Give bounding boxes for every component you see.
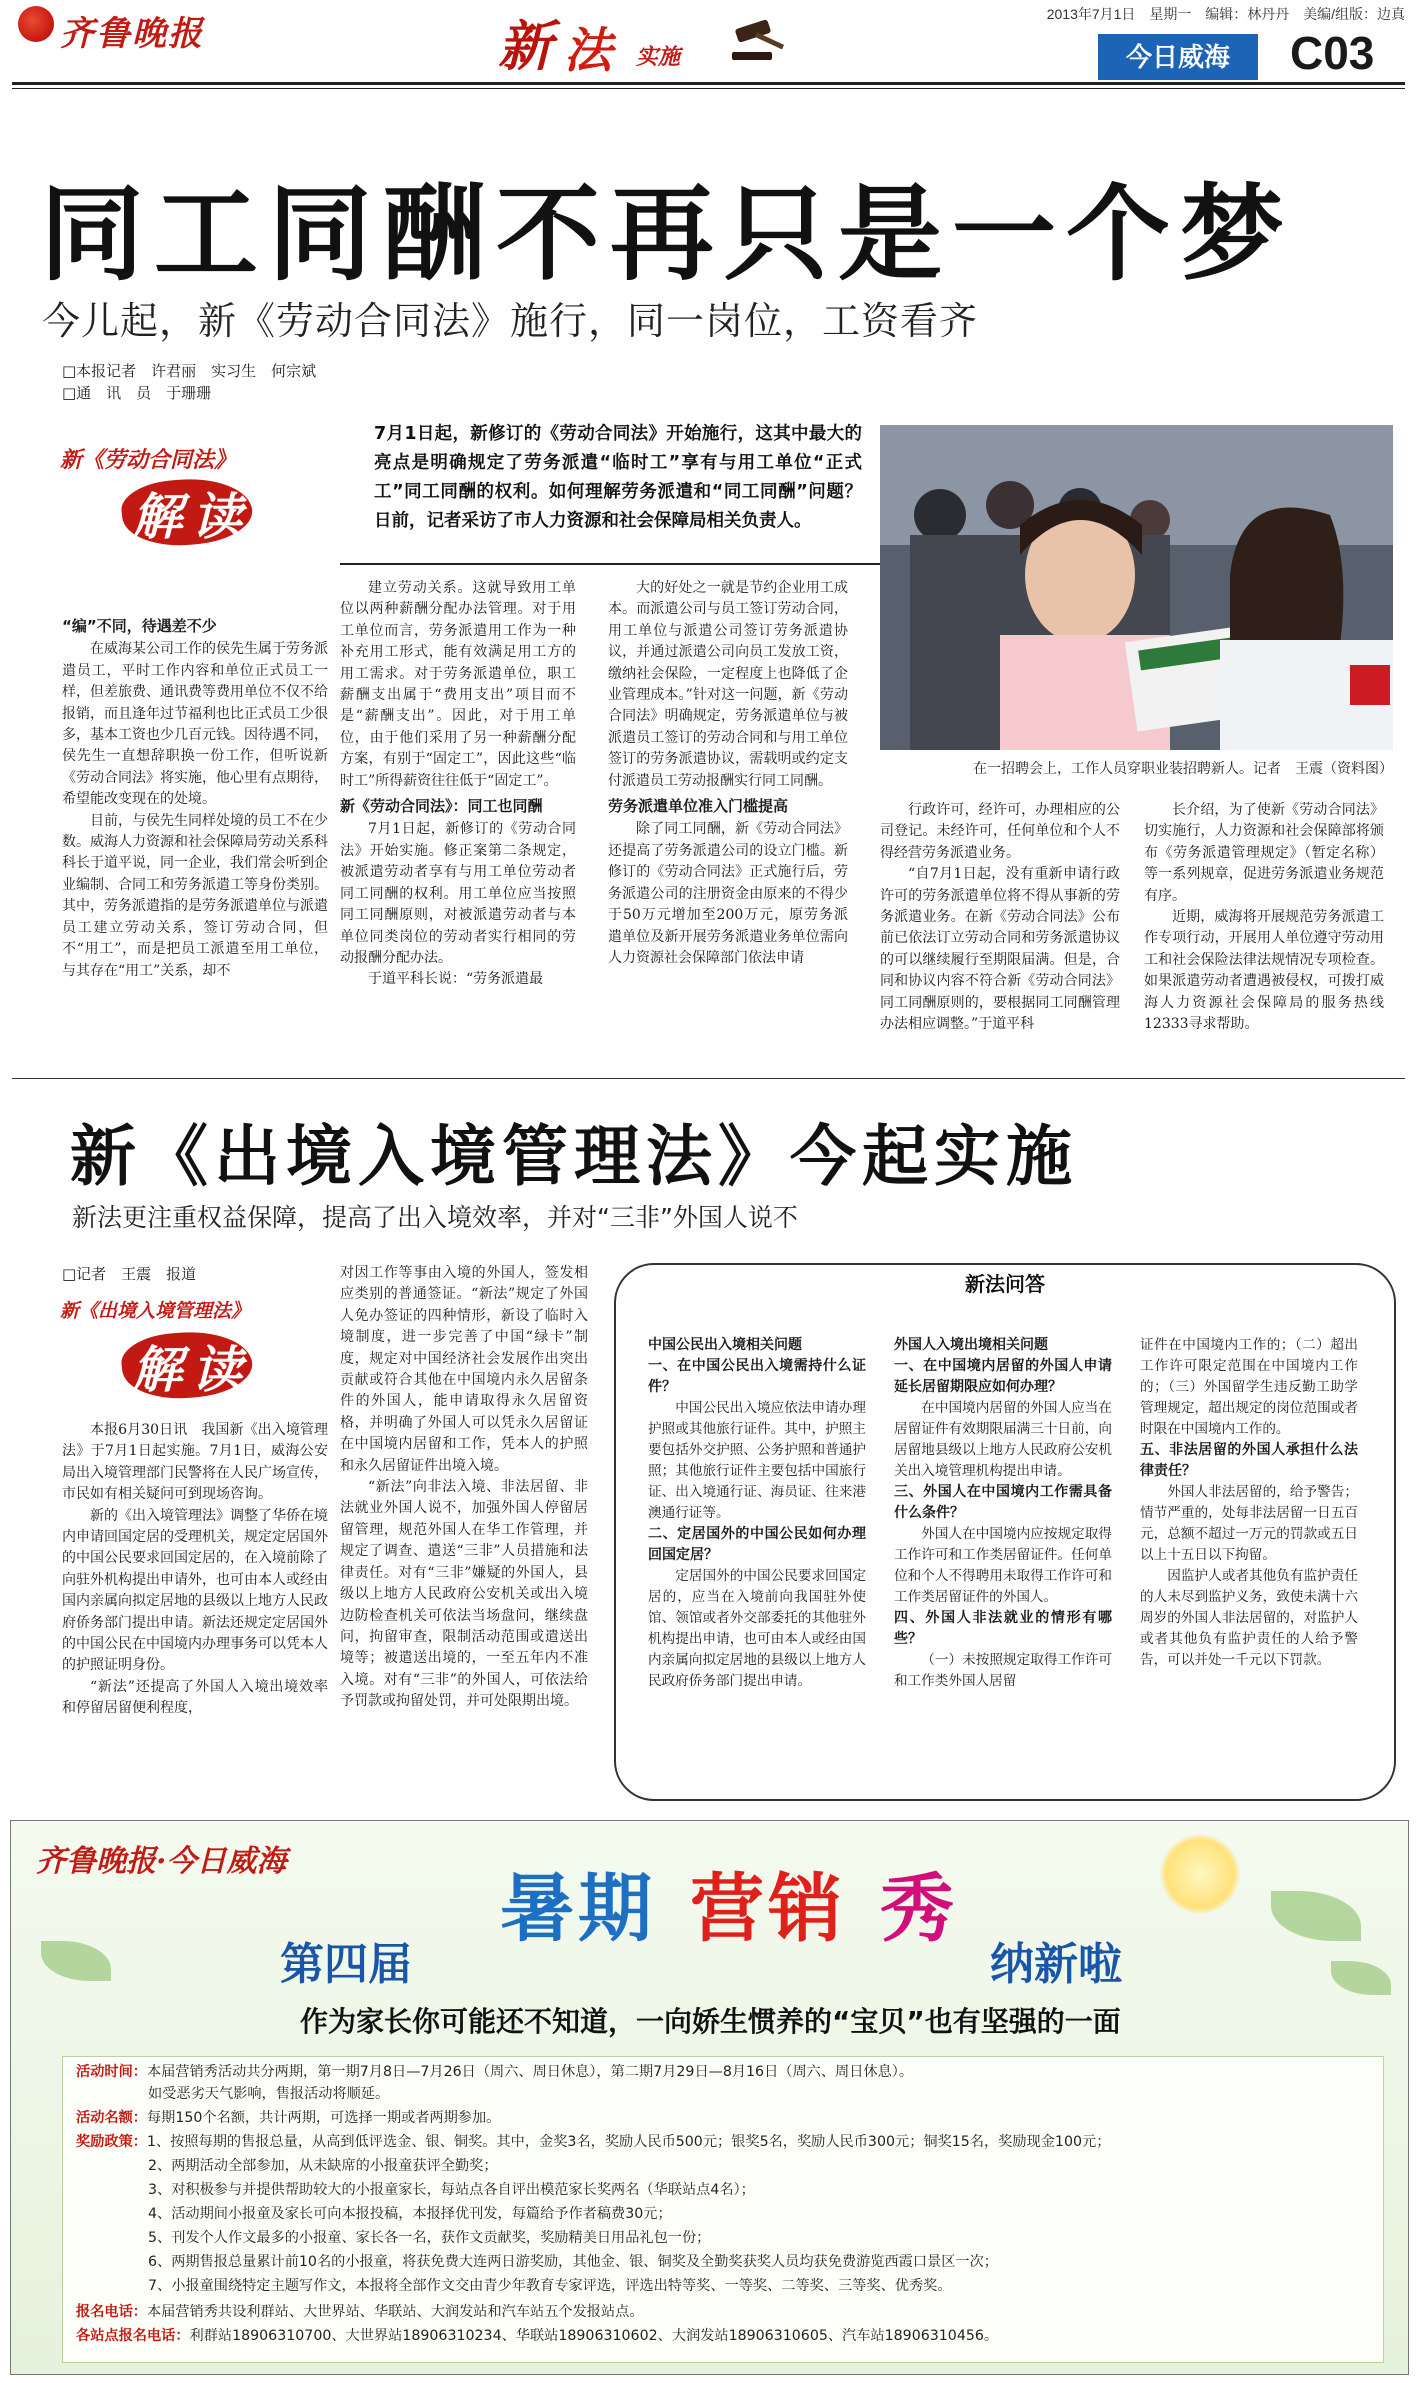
tag-big: 解读 [132, 1340, 252, 1399]
ad-row-key: 各站点报名电话： [76, 2328, 190, 2344]
ad-row-key: 奖励政策： [76, 2134, 147, 2150]
ad-row-value: 2、两期活动全部参加，从未缺席的小报童获评全勤奖； [148, 2158, 498, 2174]
ad-row [148, 2276, 952, 2296]
paragraph: “自7月1日起，没有重新申请行政许可的劳务派遣单位将不得从事新的劳务派遣业务。在新《劳动合同法》公布前已依法订立劳动合同和劳务派遣协议的可以继续履行至期限届满。但是，合同和协议内容不符合新《劳动合同法》同工同酬原则的，要根据同工同酬管理办法相应调整。”于道平科 [880, 866, 1120, 1033]
newspaper-logo-icon [18, 6, 54, 42]
ad-row [76, 2326, 998, 2346]
ad-row-value: 本届营销秀活动共分两期，第一期7月8日—7月26日（周六、周日休息），第二期7月29日—8月16日（周六、周日休息）。 [146, 2064, 914, 2080]
subheading: “编”不同，待遇差不少 [62, 617, 217, 635]
subheading: 新《劳动合同法》：同工也同酬 [340, 797, 543, 816]
paragraph: 于道平科长说：“劳务派遣最 [368, 971, 544, 988]
qa-answer: 因监护人或者其他负有监护责任的人未尽到监护义务，致使未满十六周岁的外国人非法居留的，对监护人或者其他负有监护责任的人给予警告，可以并处一千元以下罚款。 [1140, 1568, 1358, 1668]
photo-image [880, 425, 1393, 750]
ad-slogan: 作为家长你可能还不知道，一向娇生惯养的“宝贝”也有坚强的一面 [300, 2005, 1121, 2038]
divider [340, 563, 880, 565]
ad-row-value: 5、刊发个人作文最多的小报童、家长各一名，获作文贡献奖，奖励精美日用品礼包一份； [148, 2230, 711, 2246]
article-1-column-4 [880, 800, 1120, 1072]
ad-title-prefix: 第四届 [280, 1939, 412, 1990]
leaf-decoration [1271, 1891, 1361, 1941]
issue-editor: 编辑：林丹丹 [1205, 6, 1290, 22]
subheading: 劳务派遣单位准入门槛提高 [608, 797, 789, 816]
column-brand-char-2: 法 [564, 23, 613, 79]
ad-row-value: 如受恶劣天气影响，售报活动将顺延。 [148, 2086, 390, 2102]
ad-title-part-3: 秀 [880, 1866, 954, 1952]
ad-row-key: 报名电话： [76, 2304, 147, 2320]
paragraph: 行政许可，经许可，办理相应的公司登记。未经许可，任何单位和个人不得经营劳务派遣业务。 [880, 802, 1120, 861]
ad-row [148, 2204, 672, 2224]
article-2-column-2 [340, 1263, 588, 1800]
qa-column-1 [648, 1335, 866, 1785]
paragraph: 对因工作等事由入境的外国人，签发相应类别的普通签证。“新法”规定了外国人免办签证的四种情形，新设了临时入境制度，进一步完善了中国“绿卡”制度，规定对中国经济社会发展作出突出贡献或符合其他在中国境内永久居留条件的外国人，能申请取得永久居留资格，并明确了外国人可以凭永久居留证在中国境内居留和工作，凭本人的护照和永久居留证件出境入境。 [340, 1265, 588, 1474]
issue-meta [1037, 4, 1405, 24]
column-brand [498, 0, 758, 79]
ad-row-value: 3、对积极参与并提供帮助较大的小报童家长，每站点各自评出模范家长奖两名（华联站点4名）； [148, 2182, 755, 2198]
article-2-interpret-tag [60, 1296, 300, 1406]
qa-group-heading: 外国人入境出境相关问题 [894, 1337, 1048, 1353]
qa-column-2 [894, 1335, 1112, 1785]
divider [12, 82, 1405, 85]
sun-icon [1160, 1834, 1240, 1914]
ad-row [148, 2156, 498, 2176]
ad-row-value: 本届营销秀共设利群站、大世界站、华联站、大润发站和汽车站五个发报站点。 [146, 2304, 644, 2320]
paragraph: 长介绍，为了使新《劳动合同法》切实施行，人力资源和社会保障部将颁布《劳务派遣管理规定》（暂定名称）等一系列规章，促进劳务派遣业务规范有序。 [1144, 802, 1384, 904]
ad-row [76, 2302, 644, 2322]
article-2-column-1 [62, 1420, 328, 1800]
article-1-column-3 [608, 578, 848, 1072]
ad-row-value: 1、按照每期的售报总量，从高到低评选金、银、铜奖。其中，金奖3名，奖励人民币500元；银奖5名，奖励人民币300元；铜奖15名，奖励现金100元； [146, 2134, 1111, 2150]
ad-row-key: 活动名额： [76, 2110, 147, 2126]
article-1-column-5 [1144, 800, 1384, 1072]
article-1-interpret-tag [60, 443, 300, 553]
paragraph: 近期，威海将开展规范劳务派遣工作专项行动，开展用人单位遵守劳动用工和社会保险法律法规情况专项检查。如果派遣劳动者遭遇被侵权，可拨打威海人力资源社会保障局的服务热线12333寻求帮助。 [1144, 909, 1384, 1033]
article-1-column-1 [62, 612, 328, 1070]
ad-title-suffix: 纳新啦 [990, 1939, 1122, 1990]
paragraph: 本报6月30日讯 我国新《出入境管理法》于7月1日起实施。7月1日，威海公安局出入境管理部门民警将在人民广场宣传，市民如有相关疑问可到现场咨询。 [62, 1422, 328, 1503]
issue-date: 2013年7月1日 [1046, 6, 1136, 22]
ad-row-value: 利群站18906310700、大世界站18906310234、华联站18906310602、大润发站18906310605、汽车站18906310456。 [189, 2328, 999, 2344]
qa-question: 一、在中国境内居留的外国人申请延长居留期限应如何办理？ [894, 1358, 1112, 1395]
qa-title: 新法问答 [910, 1268, 1100, 1297]
section-tag: 今日威海 [1098, 34, 1258, 80]
qa-answer: 外国人在中国境内应按规定取得工作许可和工作类居留证件。任何单位和个人不得聘用未取得工作许可和工作类居留证件的外国人。 [894, 1526, 1112, 1605]
column-brand-char-3: 实施 [636, 44, 681, 70]
paragraph: 在威海某公司工作的侯先生属于劳务派遣员工，平时工作内容和单位正式员工一样，但差旅费、通讯费等费用单位不仅不给报销，而且逢年过节福利也比正式员工少很多，基本工资也少几百元钱。因待遇不同，侯先生一直想辞职换一份工作，但听说新《劳动合同法》将实施，他心里有点期待，希望能改变现在的处境。 [62, 641, 328, 808]
ad-row [76, 2132, 1110, 2152]
ad-row [76, 2108, 500, 2128]
ad-logo: 齐鲁晚报·今日威海 [36, 1844, 287, 1879]
leaf-decoration [41, 1941, 111, 1981]
ad-row-value: 6、两期售报总量累计前10名的小报童，将获免费大连两日游奖励，其他金、银、铜奖及全勤奖获奖人员均获免费游览西霞口景区一次； [148, 2254, 998, 2270]
divider [12, 1078, 1405, 1079]
qa-group-heading: 中国公民出入境相关问题 [648, 1337, 802, 1353]
article-1-headline: 同工同酬不再只是一个梦 [40, 173, 1295, 295]
qa-question: 五、非法居留的外国人承担什么法律责任？ [1140, 1442, 1358, 1479]
leaf-decoration [1331, 1961, 1391, 1995]
ad-row [148, 2252, 998, 2272]
qa-question: 三、外国人在中国境内工作需具备什么条件？ [894, 1484, 1112, 1521]
ad-row-value: 每期150个名额，共计两期，可选择一期或者两期参加。 [146, 2110, 501, 2126]
qa-column-3 [1140, 1335, 1358, 1785]
qa-answer: 在中国境内居留的外国人应当在居留证件有效期限届满三十日前，向居留地县级以上地方人民政府公安机关出入境管理机构提出申请。 [894, 1400, 1112, 1479]
paragraph: “新法”还提高了外国人入境出境效率和停留居留便利程度， [62, 1678, 328, 1717]
ad-title-part-1: 暑期 [500, 1866, 656, 1952]
issue-weekday: 星期一 [1149, 6, 1192, 22]
paragraph: 除了同工同酬，新《劳动合同法》还提高了劳务派遣公司的设立门槛。新修订的《劳动合同法》正式施行后，劳务派遣公司的注册资金由原来的不得少于50万元增加至200万元，原劳务派遣单位及新开展劳务派遣业务单位需向人力资源社会保障部门依法申请 [608, 821, 848, 966]
paragraph: 大的好处之一就是节约企业用工成本。而派遣公司与员工签订劳动合同，用工单位与派遣公司签订劳务派遣协议，并通过派遣公司向员工发放工资，缴纳社会保险，一定程度上也降低了企业管理成本。”针对这一问题，新《劳动合同法》明确规定，劳务派遣单位与被派遣员工签订的劳动合同和与用工单位签订的劳务派遣协议，需载明或约定支付派遣员工劳动报酬实行同工同酬。 [608, 580, 848, 789]
qa-answer: （一）未按照规定取得工作许可和工作类外国人居留 [894, 1652, 1112, 1689]
article-1-byline: □本报记者 许君丽 实习生 何宗斌 □通 讯 员 于珊珊 [62, 362, 317, 402]
photo-caption: 在一招聘会上，工作人员穿职业装招聘新人。记者 王震（资料图） [973, 761, 1393, 777]
ad-row [76, 2062, 913, 2082]
paragraph: “新法”向非法入境、非法居留、非法就业外国人说不，加强外国人停留居留管理，规范外国人在华工作管理，并规定了调查、遣送“三非”人员措施和法律责任。对有“三非”嫌疑的外国人，县级以上地方人民政府公安机关或出入境边防检查机关可依法当场盘问，继续盘问，拘留审查，限制活动范围或遣送出境等；被遣送出境的，一至五年内不准入境。对有“三非”的外国人，可依法给予罚款或拘留处罚，并可处限期出境。 [340, 1479, 588, 1710]
qa-answer: 中国公民出入境应依法申请办理护照或其他旅行证件。其中，护照主要包括外交护照、公务护照和普通护照；其他旅行证件主要包括中国旅行证、出入境通行证、海员证、往来港澳通行证等。 [648, 1400, 866, 1521]
qa-question: 二、定居国外的中国公民如何办理回国定居？ [648, 1526, 866, 1563]
paragraph: 目前，与侯先生同样处境的员工不在少数。威海人力资源和社会保障局劳动关系科科长于道平说，同一企业，我们常会听到企业编制、合同工和劳务派遣工等身份类别。其中，劳务派遣指的是劳务派遣单位与派遣员工建立劳动关系，签订劳动合同，但不“用工”，而是把员工派遣至用工单位，与其存在“用工”关系，却不 [62, 812, 328, 979]
qa-answer: 证件在中国境内工作的；（二）超出工作许可限定范围在中国境内工作的；（三）外国留学生违反勤工助学管理规定，超出规定的岗位范围或者时限在中国境内工作的。 [1140, 1337, 1358, 1437]
qa-question: 一、在中国公民出入境需持什么证件？ [648, 1358, 866, 1395]
qa-question: 四、外国人非法就业的情形有哪些？ [894, 1610, 1112, 1647]
qa-answer: 定居国外的中国公民要求回国定居的，应当在入境前向我国驻外使馆、领馆或者外交部委托的其他驻外机构提出申请，也可由本人或经由国内亲属向拟定居地的县级以上地方人民政府侨务部门提出申请。 [648, 1568, 866, 1689]
tag-small: 新《劳动合同法》 [60, 447, 237, 473]
divider [12, 88, 1405, 89]
ad-title-part-2: 营销 [690, 1866, 846, 1952]
ad-row [148, 2084, 389, 2104]
tag-small: 新《出境入境管理法》 [60, 1300, 251, 1322]
column-brand-char-1: 新 [498, 14, 552, 78]
ad-row [148, 2228, 710, 2248]
job-fair-photo [880, 425, 1393, 750]
article-2-byline: □记者 王震 报道 [62, 1265, 197, 1283]
article-1-lead: 7月1日起，新修订的《劳动合同法》开始施行，这其中最大的亮点是明确规定了劳务派遣“临时工”享有与用工单位“正式工”同工同酬的权利。如何理解劳务派遣和“同工同酬”问题？日前，记者采访了市人力资源和社会保障局相关负责人。 [374, 424, 862, 531]
page-number: C03 [1290, 27, 1375, 79]
ad-row-key: 活动时间： [76, 2064, 147, 2080]
article-1-column-2 [340, 578, 576, 1072]
ad-row [148, 2180, 755, 2200]
newspaper-logo: 齐鲁晚报 [60, 14, 204, 54]
issue-designer: 美编/组版：边真 [1303, 6, 1405, 22]
ad-row-value: 4、活动期间小报童及家长可向本报投稿，本报择优刊发，每篇给予作者稿费30元； [148, 2206, 672, 2222]
paragraph: 建立劳动关系。这就导致用工单位以两种薪酬分配办法管理。对于用工单位而言，劳务派遣用工作为一种补充用工形式，能有效满足用工方的用工需求。对于劳务派遣单位，职工薪酬支出属于“费用支出”项目而不是“薪酬支出”。因此，对于用工单位，由于他们采用了另一种薪酬分配方案，有别于“固定工”，因此这些“临时工”所得薪资往往低于“固定工”。 [340, 580, 576, 789]
paragraph: 新的《出入境管理法》调整了华侨在境内申请回国定居的受理机关，规定定居国外的中国公民要求回国定居的，在入境前除了向驻外机构提出申请外，也可由本人或经由国内亲属向拟定居地的县级以上地方人民政府侨务部门提出申请。新法还规定定居国外的中国公民在中国境内办理事务可以凭本人的护照证明身份。 [62, 1507, 328, 1674]
article-2-headline: 新《出境入境管理法》今起实施 [70, 1118, 1078, 1195]
article-2-subhead: 新法更注重权益保障，提高了出入境效率，并对“三非”外国人说不 [72, 1203, 798, 1232]
gavel-icon [728, 18, 798, 62]
paragraph: 7月1日起，新修订的《劳动合同法》开始实施。修正案第二条规定，被派遣劳动者享有与用工单位劳动者同工同酬的权利。用工单位应当按照同工同酬原则，对被派遣劳动者与本单位同类岗位的劳动者实行相同的劳动报酬分配办法。 [340, 821, 576, 966]
qa-answer: 外国人非法居留的，给予警告；情节严重的，处每非法居留一日五百元，总额不超过一万元的罚款或五日以上十五日以下拘留。 [1140, 1484, 1358, 1563]
tag-big: 解读 [132, 487, 252, 546]
article-1-subhead: 今儿起，新《劳动合同法》施行，同一岗位，工资看齐 [42, 299, 979, 343]
ad-row-value: 7、小报童围绕特定主题写作文，本报将全部作文交由青少年教育专家评选，评选出特等奖、一等奖、二等奖、三等奖、优秀奖。 [148, 2278, 952, 2294]
